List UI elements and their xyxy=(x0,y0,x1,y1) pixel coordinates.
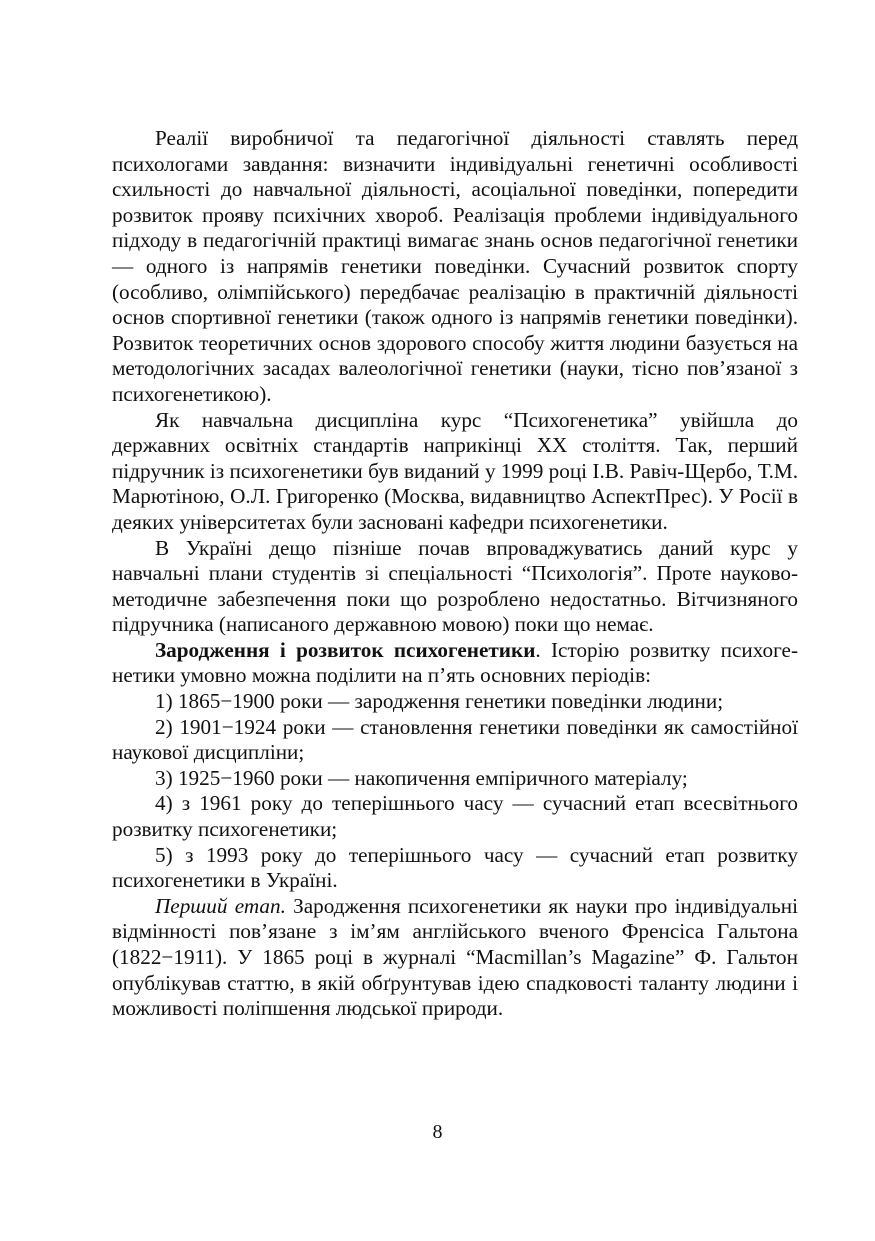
paragraph-intro: Реалії виробничої та педагогічної діяльності ставлять перед психологами завдання: визначити індивідуальні генетичні особливості схильності до навчальної діяльності, асоціальної поведінки, попередити розвиток прояву психічних хвороб. Реалізація проблеми індивідуального підходу в педагогічній практиці вимагає знань основ педагогічної генетики — одного із напрямів генетики поведінки. Сучасний розвиток спорту (особливо, олімпійського) передбачає реалізацію в практичній діяльності основ спортивної генетики (також одного із напрямів генетики поведінки). Розвиток теоретичних основ здорового способу життя людини базується на методологічних засадах валеологічної генетики (науки, тісно пов’язаної з психогенетикою). xyxy=(112,126,798,406)
paragraph-ukraine: В Україні дещо пізніше почав впроваджуватись даний курс у навчальні плани студентів зі спеціальності “Психологія”. Проте науково-методичне забезпечення поки що розроблено недостатньо. Вітчизняного підручника (написаного державною мовою) поки що немає. xyxy=(112,535,798,637)
section-heading: Зародження і розвиток психогенетики xyxy=(155,637,536,662)
section-heading-text: . Історію розвитку психогенетики умовно можна поділити на п’ять основних періодів: xyxy=(112,637,798,688)
paragraph-course-history: Як навчальна дисципліна курс “Психогенетика” увійшла до державних освітніх стандартів наприкінці ХХ століття. Так, перший підручник із психогенетики був виданий у 1999 році І.В. Равіч-Щербо, Т.М. Марютіною, О.Л. Григоренко (Москва, видавництво АспектПрес). У Росії в деяких університетах були засновані кафедри психогенетики. xyxy=(112,407,798,534)
stage-text: Зародження психогенетики як науки про індивідуальні відмінності пов’язане з ім’ям англійського вченого Френсіса Гальтона (1822−1911). У 1865 році в журналі “Macmillan’s Magazine” Ф. Гальтон опублікував статтю, в якій обґрунтував ідею спадковості таланту людини і можливості поліпшення людської природи. xyxy=(112,893,798,1021)
paragraph-origins xyxy=(112,638,798,689)
period-item-5: 5) з 1993 року до теперішнього часу — сучасний етап розвитку психогенетики в Україні. xyxy=(112,842,798,893)
stage-heading: Перший етап. xyxy=(155,893,286,918)
body-text xyxy=(112,126,798,1022)
period-item-3: 3) 1925−1960 роки — накопичення емпіричного матеріалу; xyxy=(155,765,688,790)
period-item-4: 4) з 1961 року до теперішнього часу — сучасний етап всесвітнього розвитку психогенетики; xyxy=(112,791,798,842)
period-item-1: 1) 1865−1900 роки — зародження генетики поведінки людини; xyxy=(155,689,724,714)
paragraph-first-stage xyxy=(112,894,798,1022)
page-number: 8 xyxy=(432,1121,443,1143)
period-item-2: 2) 1901−1924 роки — становлення генетики поведінки як самостійної наукової дисципліни; xyxy=(112,714,798,765)
